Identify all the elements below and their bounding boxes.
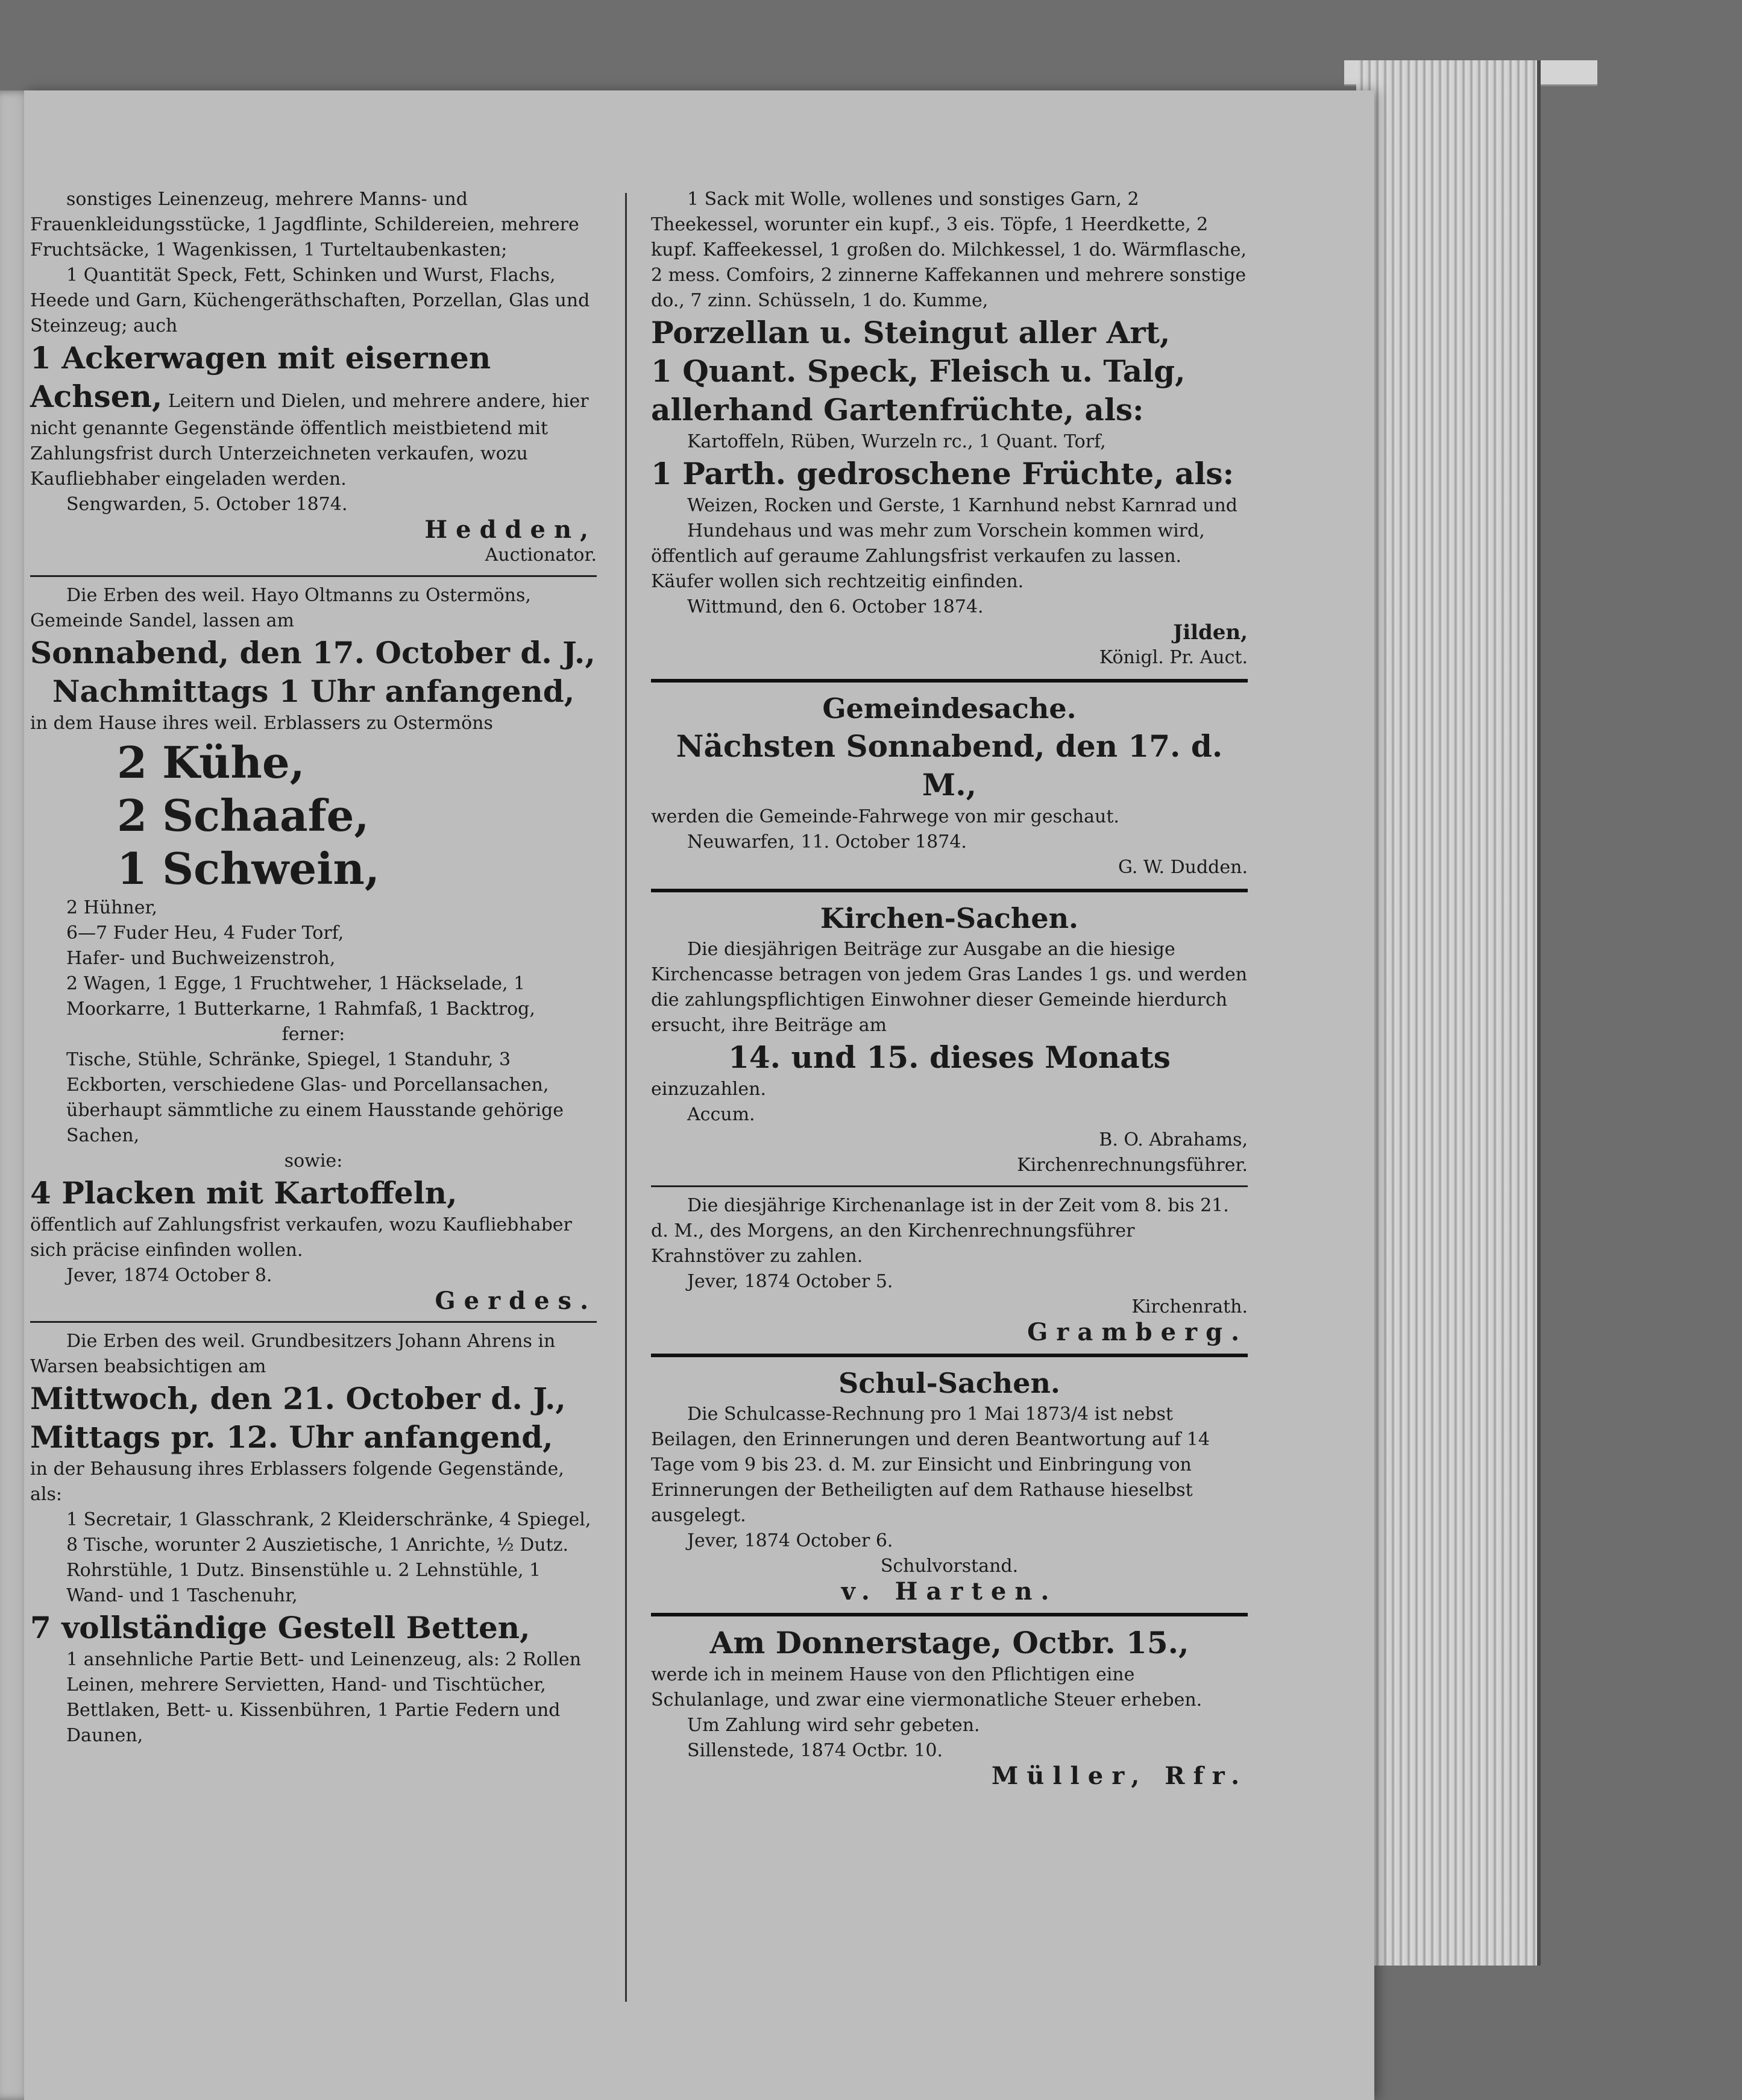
ad6-signature: B. O. Abrahams, [1099,1129,1248,1150]
ad8-place: Jever, 1874 October 6. [687,1530,893,1551]
section-heading-school: Schul-Sachen. [838,1367,1060,1399]
ad2-more: Tische, Stühle, Schränke, Spiegel, 1 Standuhr, 3 Eckborten, verschiedene Glas- und Porcellansachen, überhaupt sämmtliche zu einem Hausstande gehörige Sachen, [66,1049,564,1146]
ad1-signature: Hedden, [424,516,597,544]
section-heading-municipal: Gemeindesache. [822,692,1077,725]
ad1-headline: 1 Ackerwagen mit eisernen [30,340,491,376]
ad5-place: Neuwarfen, 11. October 1874. [687,831,967,853]
ad3-list: 1 Secretair, 1 Glasschrank, 2 Kleiderschränke, 4 Spiegel, 8 Tische, worunter 2 Auszietische, 1 Anrichte, ½ Dutz. Rohrstühle, 1 Dutz. Binsenstühle u. 2 Lehnstühle, 1 Wand- und 1 Taschenuhr, [66,1509,591,1606]
column-divider [625,193,627,2002]
ad6-text: Die diesjährigen Beiträge zur Ausgabe an die hiesige Kirchencasse betragen von jedem Gras Landes 1 gs. und werden die zahlungspflichtigen Einwohner dieser Gemeinde hierdurch ersucht, ihre Beiträge am [651,939,1248,1036]
ad2-list-1: 2 Hühner, [66,897,158,918]
ad3-time: Mittags pr. 12. Uhr anfangend, [30,1419,553,1455]
section-separator [651,679,1248,683]
ad2-date: Sonnabend, den 17. October d. J., [30,635,596,670]
section-separator [651,889,1248,892]
ad4-grain: Weizen, Rocken und Gerste, 1 Karnhund nebst Karnrad und Hundehaus und was mehr zum Vorschein kommen wird, [687,495,1237,541]
ad5-date: Nächsten Sonnabend, den 17. d. M., [676,728,1223,802]
ad4-headline-1: Porzellan u. Steingut aller Art, [651,315,1171,350]
ad9-place: Sillenstede, 1874 Octbr. 10. [687,1740,943,1761]
ad7-text: Die diesjährige Kirchenanlage ist in der Zeit vom 8. bis 21. d. M., des Morgens, an den Kirchenrechnungsführer Krahnstöver zu zahlen. [651,1195,1229,1267]
ad1-role: Auctionator. [485,544,597,566]
ad-separator [30,575,597,577]
ad2-sowie: sowie: [284,1150,343,1171]
ad2-ferner: ferner: [281,1024,345,1045]
ad2-item-cows: 2 Kühe, [117,737,305,788]
ad5-text: werden die Gemeinde-Fahrwege von mir geschaut. [651,806,1119,827]
ad8-text: Die Schulcasse-Rechnung pro 1 Mai 1873/4 ist nebst Beilagen, den Erinnerungen und deren Beantwortung auf 14 Tage vom 9 bis 23. d. M. zur Einsicht und Einbringung von Erinnerungen der Betheiligten auf dem Rathause hieselbst ausgelegt. [651,1404,1210,1526]
ad9-signature: Müller, Rfr. [992,1762,1248,1790]
ad-separator [30,1321,597,1323]
ad2-list-3: Hafer- und Buchweizenstroh, [66,948,336,969]
ad9-request: Um Zahlung wird sehr gebeten. [687,1715,980,1736]
book-page-edges [1356,60,1541,1966]
ad1-headline-2: Achsen, [30,379,163,414]
ad4-headline-3: allerhand Gartenfrüchte, als: [651,392,1144,427]
section-separator [651,1354,1248,1357]
ad2-tail: öffentlich auf Zahlungsfrist verkaufen, wozu Kaufliebhaber sich präcise einfinden wollen. [30,1214,572,1261]
ad9-date: Am Donnerstage, Octbr. 15., [709,1625,1189,1660]
ad2-time: Nachmittags 1 Uhr anfangend, [52,673,575,709]
ad4-place: Wittmund, den 6. October 1874. [687,596,984,617]
ad7-place: Jever, 1874 October 5. [687,1271,893,1292]
ad8-body: Schulvorstand. [880,1556,1019,1577]
ad7-body: Kirchenrath. [1131,1296,1248,1317]
ad3-intro: Die Erben des weil. Grundbesitzers Johann Ahrens in Warsen beabsichtigen am [30,1331,556,1377]
ad-separator [651,1185,1248,1187]
ad1-place: Sengwarden, 5. October 1874. [66,494,348,515]
ad3-tail: 1 ansehnliche Partie Bett- und Leinenzeug, als: 2 Rollen Leinen, mehrere Servietten, Hand- und Tischtücher, Bettlaken, Bett- u. Kissenbühren, 1 Partie Federn und Daunen, [66,1649,582,1746]
ad3-date: Mittwoch, den 21. October d. J., [30,1381,566,1416]
section-separator [651,1613,1248,1616]
ad4-tail: öffentlich auf geraume Zahlungsfrist verkaufen zu lassen. Käufer wollen sich rechtzeitig einfinden. [651,546,1182,592]
ad4-headline-4: 1 Parth. gedroschene Früchte, als: [651,456,1234,491]
ad6-role: Kirchenrechnungsführer. [1017,1155,1248,1176]
ad2-intro: Die Erben des weil. Hayo Oltmanns zu Ostermöns, Gemeinde Sandel, lassen am [30,585,531,631]
ad4-headline-2: 1 Quant. Speck, Fleisch u. Talg, [651,353,1186,389]
ad2-item-sheep: 2 Schaafe, [117,790,369,841]
ad4-list: 1 Sack mit Wolle, wollenes und sonstiges Garn, 2 Theekessel, worunter ein kupf., 3 eis. Töpfe, 1 Heerdkette, 2 kupf. Kaffeekessel, 1 großen do. Milchkessel, 1 do. Wärmflasche, 2 mess. Comfoirs, 2 zinnerne Kaffekannen und mehrere sonstige do., 7 zinn. Schüsseln, 1 do. Kumme, [651,189,1247,311]
ad4-vegetables: Kartoffeln, Rüben, Wurzeln rc., 1 Quant. Torf, [687,431,1106,452]
ad1-tail: Leitern und Dielen, und mehrere andere, hier nicht genannte Gegenstände öffentlich meistbietend mit Zahlungsfrist durch Unterzeichneten verkaufen, wozu Kaufliebhaber eingeladen werden. [30,391,589,490]
section-heading-church: Kirchen-Sachen. [820,902,1079,935]
ad1-text-1: sonstiges Leinenzeug, mehrere Manns- und Frauenkleidungsstücke, 1 Jagdflinte, Schildereien, mehrere Fruchtsäcke, 1 Wagenkissen, 1 Turteltaubenkasten; [30,189,579,260]
left-column [30,187,597,1748]
ad2-signature: Gerdes. [435,1287,597,1315]
ad5-signature: G. W. Dudden. [1118,857,1248,878]
ad6-dates: 14. und 15. dieses Monats [728,1039,1171,1075]
ad6-accum: Accum. [687,1104,755,1125]
ad2-list-4: 2 Wagen, 1 Egge, 1 Fruchtweher, 1 Häckselade, 1 Moorkarre, 1 Butterkarne, 1 Rahmfaß, 1 Backtrog, [66,973,535,1020]
ad4-signature: Jilden, [1173,620,1248,645]
ad2-list-2: 6—7 Fuder Heu, 4 Fuder Torf, [66,922,344,944]
ad2-item-pig: 1 Schwein, [117,843,380,894]
ad4-role: Königl. Pr. Auct. [1099,647,1248,668]
right-column [651,187,1248,1789]
ad7-signature: Gramberg. [1027,1318,1248,1346]
ad1-text-2: 1 Quantität Speck, Fett, Schinken und Wurst, Flachs, Heede und Garn, Küchengeräthschaften, Porzellan, Glas und Steinzeug; auch [30,265,590,336]
ad9-text: werde ich in meinem Hause von den Pflichtigen eine Schulanlage, und zwar eine viermonatliche Steuer erheben. [651,1664,1203,1711]
ad8-signature: v. Harten. [841,1577,1058,1606]
ad6-end: einzuzahlen. [651,1079,767,1100]
ad2-headline: 4 Placken mit Kartoffeln, [30,1175,458,1211]
ad2-where: in dem Hause ihres weil. Erblassers zu Ostermöns [30,713,493,734]
ad3-where: in der Behausung ihres Erblassers folgende Gegenstände, als: [30,1458,564,1505]
ad2-place: Jever, 1874 October 8. [66,1265,272,1286]
ad3-headline: 7 vollständige Gestell Betten, [30,1610,530,1645]
